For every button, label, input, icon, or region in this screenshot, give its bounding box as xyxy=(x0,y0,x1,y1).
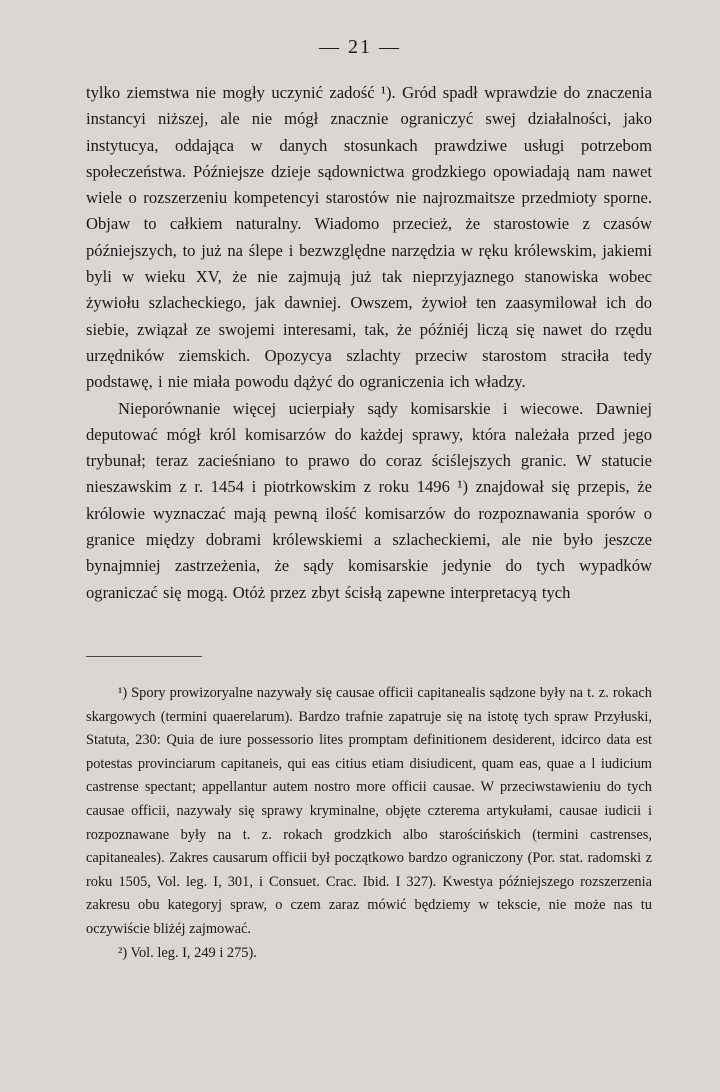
footnotes xyxy=(86,682,652,965)
paragraph-1: tylko ziemstwa nie mogły uczynić zadość ¹). Gród spadł wprawdzie do znaczenia instancyi niższej, ale nie mógł znacznie ograniczyć swej działalności, jako instytucya, oddająca w danych stosunkach prawdziwe usługi potrzebom społeczeństwa. Późniejsze dzieje sądownictwa grodzkiego opowiadają nam nawet wiele o rozszerzeniu kompetencyi starostów nie najrozmaitsze przedmioty sporne. Objaw to całkiem naturalny. Wiadomo przecież, że starostowie z czasów późniejszych, to już na ślepe i bezwzględne narzędzia w ręku królewskim, jakiemi byli w wieku XV, że nie zajmują już tak nieprzyjaznego stanowiska wobec żywiołu szlacheckiego, jak dawniej. Owszem, żywioł ten zaasymilował ich do siebie, związał ze swojemi interesami, tak, że późniéj liczą się nawet do rzędu urzędników ziemskich. Opozycya szlachty przeciw starostom straciła tedy podstawę, i nie miała powodu dążyć do ograniczenia ich władzy. xyxy=(86,83,652,392)
main-text xyxy=(86,80,652,606)
footnote-2: ²) Vol. leg. I, 249 i 275). xyxy=(118,944,257,961)
paragraph-2: Nieporównanie więcej ucierpiały sądy komisarskie i wiecowe. Dawniej deputować mógł król komisarzów do każdej sprawy, która należała przed jego trybunał; teraz zacieśniano to prawo do coraz ściślejszych granic. W statucie nieszawskim z r. 1454 i piotrkowskim z roku 1496 ¹) znajdował się przepis, że królowie wyznaczać mają pewną ilość komisarzów do rozpoznawania sporów o granice między dobrami królewskiemi a szlacheckiemi, ale nie było jeszcze bynajmniej zastrzeżenia, że sądy komisarskie jedynie do tych wypadków ograniczać się mogą. Otóż przez zbyt ścisłą zapewne interpretacyą tych xyxy=(86,398,652,602)
page-number: — 21 — xyxy=(319,36,401,58)
footnote-divider xyxy=(86,656,202,657)
footnote-1: ¹) Spory prowizoryalne nazywały się causae officii capitanealis sądzone były na t. z. rokach skargowych (termini quaerelarum). Bardzo trafnie zapatruje się na istotę tych spraw Przyłuski, Statuta, 230: Quia de iure possessorio lites promptam definitionem desiderent, idcirco data est potestas provinciarum capitaneis, qui eas citius etiam disiudicent, quam eas, quae a l iudicium castrense spectant; appellantur autem nostro more officii causae. W przeciwstawieniu do tych causae officii, nazywały się sprawy kryminalne, objęte czterema artykułami, causae iudicii i rozpoznawane były na t. z. rokach grodzkich albo starościńskich (termini castrenses, capitaneales). Zakres causarum officii był początkowo bardzo ograniczony (Por. stat. radomski z roku 1505, Vol. leg. I, 301, i Consuet. Crac. Ibid. I 327). Kwestya późniejszego rozszerzenia zakresu obu kategoryj spraw, o czem zaraz mówić będziemy w tekscie, nie może nas tu oczywiście bliżéj zajmować. xyxy=(86,685,652,937)
